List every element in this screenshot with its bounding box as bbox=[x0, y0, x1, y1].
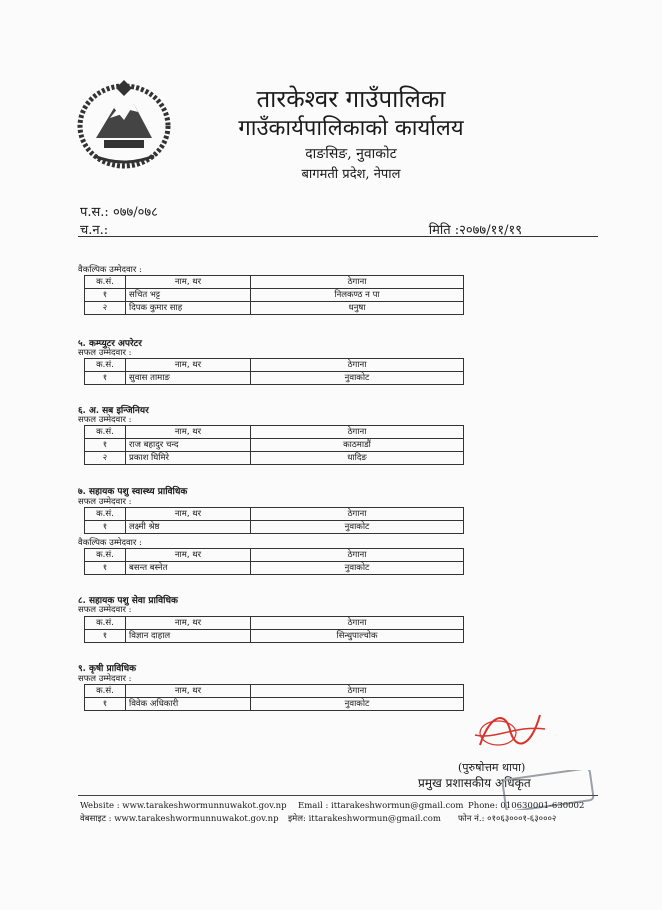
footer-email: Email : ittarakeshwormun@gmail.com bbox=[298, 801, 464, 811]
section-7-pass-label: सफल उम्मेदवार : bbox=[78, 497, 132, 507]
col-name: नाम, थर bbox=[126, 276, 251, 289]
header-divider bbox=[78, 236, 598, 237]
signatory-name: (पुरुषोत्तम थापा) bbox=[458, 761, 526, 774]
section-9-table: क.सं. नाम, थर ठेगाना १ विवेक अधिकारी नुवाकोट bbox=[84, 684, 464, 711]
letter-date: मिति :२०७७/११/१९ bbox=[428, 223, 522, 238]
table-row: १ विज्ञान दाहाल सिन्धुपाल्चोक bbox=[85, 630, 464, 643]
footer-phone: Phone: 010630001-630002 bbox=[468, 801, 585, 811]
section-5-table: क.सं. नाम, थर ठेगाना १ सुवास तामाङ नुवाकोट bbox=[84, 358, 464, 385]
table-row: १ लक्ष्मी श्रेष्ठ नुवाकोट bbox=[85, 521, 464, 534]
footer-email-np: इमेल: ittarakeshwormun@gmail.com bbox=[288, 814, 441, 824]
table-row: १ बसन्त बस्नेत नुवाकोट bbox=[85, 562, 464, 575]
section-7-alt-label: वैकल्पिक उम्मेदवार : bbox=[78, 538, 142, 548]
table-row: १ राज बहादुर चन्द काठमाडौं bbox=[85, 439, 464, 452]
alt-candidate-table bbox=[84, 275, 464, 315]
section-8-title: ८. सहायक पशु सेवा प्राविधिक bbox=[78, 596, 178, 606]
section-9-title: ९. कृषी प्राविधिक bbox=[78, 664, 137, 674]
chalani-number: च.न.: bbox=[80, 223, 109, 238]
section-7-alt-table: क.सं. नाम, थर ठेगाना १ बसन्त बस्नेत नुवाकोट bbox=[84, 548, 464, 575]
section-5-pass-label: सफल उम्मेदवार : bbox=[78, 348, 132, 358]
office-subtitle: गाउँकार्यपालिकाको कार्यालय bbox=[238, 116, 464, 141]
footer-website-np: वेबसाइट : www.tarakeshwormunnuwakot.gov.np bbox=[80, 814, 279, 824]
section-8-pass-label: सफल उम्मेदवार : bbox=[78, 605, 132, 615]
section-7-title: ७. सहायक पशु स्वास्थ्य प्राविधिक bbox=[78, 487, 188, 497]
footer-divider bbox=[78, 795, 598, 796]
footer-phone-np: फोन नं.: ०१०६३०००१-६३०००२ bbox=[458, 814, 557, 824]
section-5-title: ५. कम्प्युटर अपरेटर bbox=[78, 339, 142, 349]
alt-candidate-label: वैकल्पिक उम्मेदवार : bbox=[78, 265, 142, 275]
patra-sankhya: प.स.: ०७७/०७८ bbox=[80, 205, 158, 220]
office-province: बागमती प्रदेश, नेपाल bbox=[301, 167, 401, 182]
section-9-pass-label: सफल उम्मेदवार : bbox=[78, 674, 132, 684]
table-row: २ दिपक कुमार साह धनुषा bbox=[85, 302, 464, 315]
table-row: १ सचित भट्ट निलकण्ठ न पा bbox=[85, 289, 464, 302]
handwritten-signature bbox=[470, 705, 550, 757]
section-6-title: ६. अ. सब इन्जिनियर bbox=[78, 406, 149, 416]
section-8-table: क.सं. नाम, थर ठेगाना १ विज्ञान दाहाल सिन्धुपाल्चोक bbox=[84, 616, 464, 643]
footer-website: Website : www.tarakeshwormunnuwakot.gov.np bbox=[80, 801, 287, 811]
table-row: २ प्रकाश घिमिरे धादिङ bbox=[85, 452, 464, 465]
table-row: १ सुवास तामाङ नुवाकोट bbox=[85, 372, 464, 385]
section-6-pass-label: सफल उम्मेदवार : bbox=[78, 415, 132, 425]
section-6-table: क.सं. नाम, थर ठेगाना १ राज बहादुर चन्द काठमाडौं २ प्रकाश घिमिरे धादिङ bbox=[84, 425, 464, 465]
col-address: ठेगाना bbox=[251, 276, 464, 289]
section-7-table: क.सं. नाम, थर ठेगाना १ लक्ष्मी श्रेष्ठ नुवाकोट bbox=[84, 507, 464, 534]
signatory-designation: प्रमुख प्रशासकीय अधिकृत bbox=[418, 776, 531, 790]
table-row: १ विवेक अधिकारी नुवाकोट bbox=[85, 698, 464, 711]
office-location: दाङसिङ, नुवाकोट bbox=[305, 146, 397, 162]
office-name-title: तारकेश्वर गाउँपालिका bbox=[256, 85, 446, 113]
col-sn: क.सं. bbox=[85, 276, 126, 289]
